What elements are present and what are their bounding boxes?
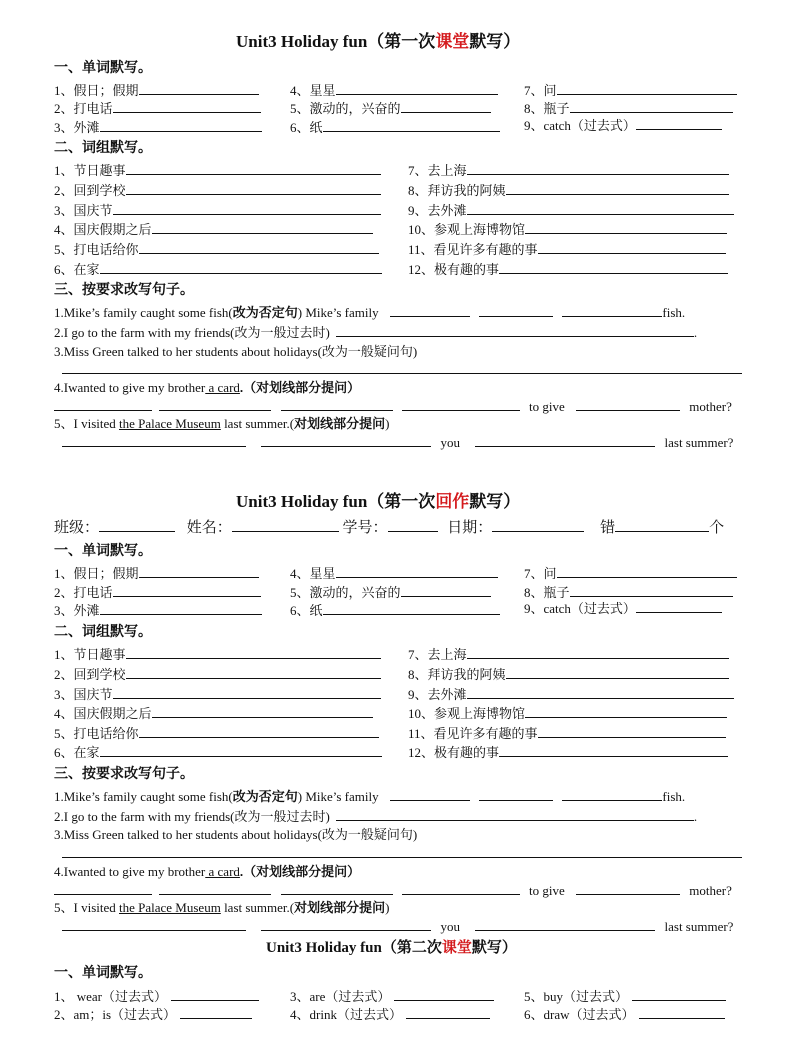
word-item: 6、纸 <box>290 120 500 134</box>
words-heading: 一、单词默写。 <box>54 544 152 559</box>
word-item: 6、draw（过去式） <box>524 1007 725 1021</box>
phrase-item: 9、去外滩 <box>408 687 734 701</box>
section2-title: Unit3 Holiday fun（第一次回作默写） <box>236 492 521 511</box>
phrase-item: 10、参观上海博物馆 <box>408 706 727 720</box>
phrase-item: 6、在家 <box>54 745 382 759</box>
answer-line <box>62 846 742 860</box>
rewrite-q4: 4.Iwanted to give my brother a card.（对划线部分提问） <box>54 864 361 879</box>
word-item: 4、星星 <box>290 566 498 580</box>
rewrite-q5-answer: you last summer? <box>62 435 733 449</box>
phrase-item: 7、去上海 <box>408 163 729 177</box>
rewrite-q5: 5、I visited the Palace Museum last summer.(对划线部分提问) <box>54 900 390 915</box>
phrase-item: 3、国庆节 <box>54 203 381 217</box>
phrase-item: 9、去外滩 <box>408 203 734 217</box>
answer-line <box>62 362 742 376</box>
words-heading: 一、单词默写。 <box>54 61 152 76</box>
rewrite-q1: 1.Mike’s family caught some fish(改为否定句) Mike’s family fish. <box>54 305 686 320</box>
student-info-row: 班级： 姓名： 学号： 日期： 错 个 <box>54 520 725 536</box>
word-item: 1、假日；假期 <box>54 83 259 97</box>
word-item: 9、catch（过去式） <box>524 601 722 615</box>
phrase-item: 6、在家 <box>54 262 382 276</box>
phrase-item: 3、国庆节 <box>54 687 381 701</box>
rewrite-q5-answer: you last summer? <box>62 919 733 933</box>
section1-title: Unit3 Holiday fun（第一次课堂默写） <box>236 32 521 51</box>
phrases-heading: 二、词组默写。 <box>54 625 152 640</box>
phrase-item: 8、拜访我的阿姨 <box>408 183 729 197</box>
words-heading: 一、单词默写。 <box>54 966 152 981</box>
word-item: 4、drink（过去式） <box>290 1007 490 1021</box>
word-item: 7、问 <box>524 83 737 97</box>
phrases-heading: 二、词组默写。 <box>54 141 152 156</box>
word-item: 8、瓶子 <box>524 101 733 115</box>
word-item: 1、假日；假期 <box>54 566 259 580</box>
word-item: 2、打电话 <box>54 101 261 115</box>
word-item: 2、打电话 <box>54 585 261 599</box>
phrase-item: 7、去上海 <box>408 647 729 661</box>
phrase-item: 10、参观上海博物馆 <box>408 222 727 236</box>
phrase-item: 11、看见许多有趣的事 <box>408 726 726 740</box>
phrase-item: 12、极有趣的事 <box>408 745 728 759</box>
rewrite-q2: 2.I go to the farm with my friends(改为一般过去时) . <box>54 325 698 340</box>
rewrite-q4: 4.Iwanted to give my brother a card.（对划线部分提问） <box>54 380 361 395</box>
rewrite-heading: 三、按要求改写句子。 <box>54 767 194 782</box>
word-item: 1、 wear（过去式） <box>54 989 259 1003</box>
word-item: 5、激动的，兴奋的 <box>290 101 491 115</box>
phrase-item: 5、打电话给你 <box>54 726 379 740</box>
word-item: 3、are（过去式） <box>290 989 494 1003</box>
rewrite-q4-answer: to give mother? <box>54 883 732 897</box>
phrase-item: 1、节日趣事 <box>54 647 381 661</box>
phrase-item: 1、节日趣事 <box>54 163 381 177</box>
phrase-item: 2、回到学校 <box>54 667 381 681</box>
phrase-item: 5、打电话给你 <box>54 242 379 256</box>
word-item: 3、外滩 <box>54 603 262 617</box>
rewrite-q2: 2.I go to the farm with my friends(改为一般过去时) . <box>54 809 698 824</box>
word-item: 5、buy（过去式） <box>524 989 726 1003</box>
phrase-item: 8、拜访我的阿姨 <box>408 667 729 681</box>
word-item: 2、am；is（过去式） <box>54 1007 252 1021</box>
word-item: 3、外滩 <box>54 120 262 134</box>
word-item: 9、catch（过去式） <box>524 118 722 132</box>
word-item: 5、激动的，兴奋的 <box>290 585 491 599</box>
phrase-item: 4、国庆假期之后 <box>54 706 373 720</box>
rewrite-q1: 1.Mike’s family caught some fish(改为否定句) Mike’s family fish. <box>54 789 686 804</box>
word-item: 6、纸 <box>290 603 500 617</box>
rewrite-q3: 3.Miss Green talked to her students about holidays(改为一般疑问句) <box>54 344 418 359</box>
rewrite-q3: 3.Miss Green talked to her students about holidays(改为一般疑问句) <box>54 827 418 842</box>
section3-title: Unit3 Holiday fun（第二次课堂默写） <box>266 940 517 956</box>
phrase-item: 4、国庆假期之后 <box>54 222 373 236</box>
rewrite-q5: 5、I visited the Palace Museum last summer.(对划线部分提问) <box>54 416 390 431</box>
rewrite-q4-answer: to give mother? <box>54 399 732 413</box>
word-item: 4、星星 <box>290 83 498 97</box>
word-item: 7、问 <box>524 566 737 580</box>
word-item: 8、瓶子 <box>524 585 733 599</box>
phrase-item: 2、回到学校 <box>54 183 381 197</box>
phrase-item: 12、极有趣的事 <box>408 262 728 276</box>
phrase-item: 11、看见许多有趣的事 <box>408 242 726 256</box>
rewrite-heading: 三、按要求改写句子。 <box>54 283 194 298</box>
